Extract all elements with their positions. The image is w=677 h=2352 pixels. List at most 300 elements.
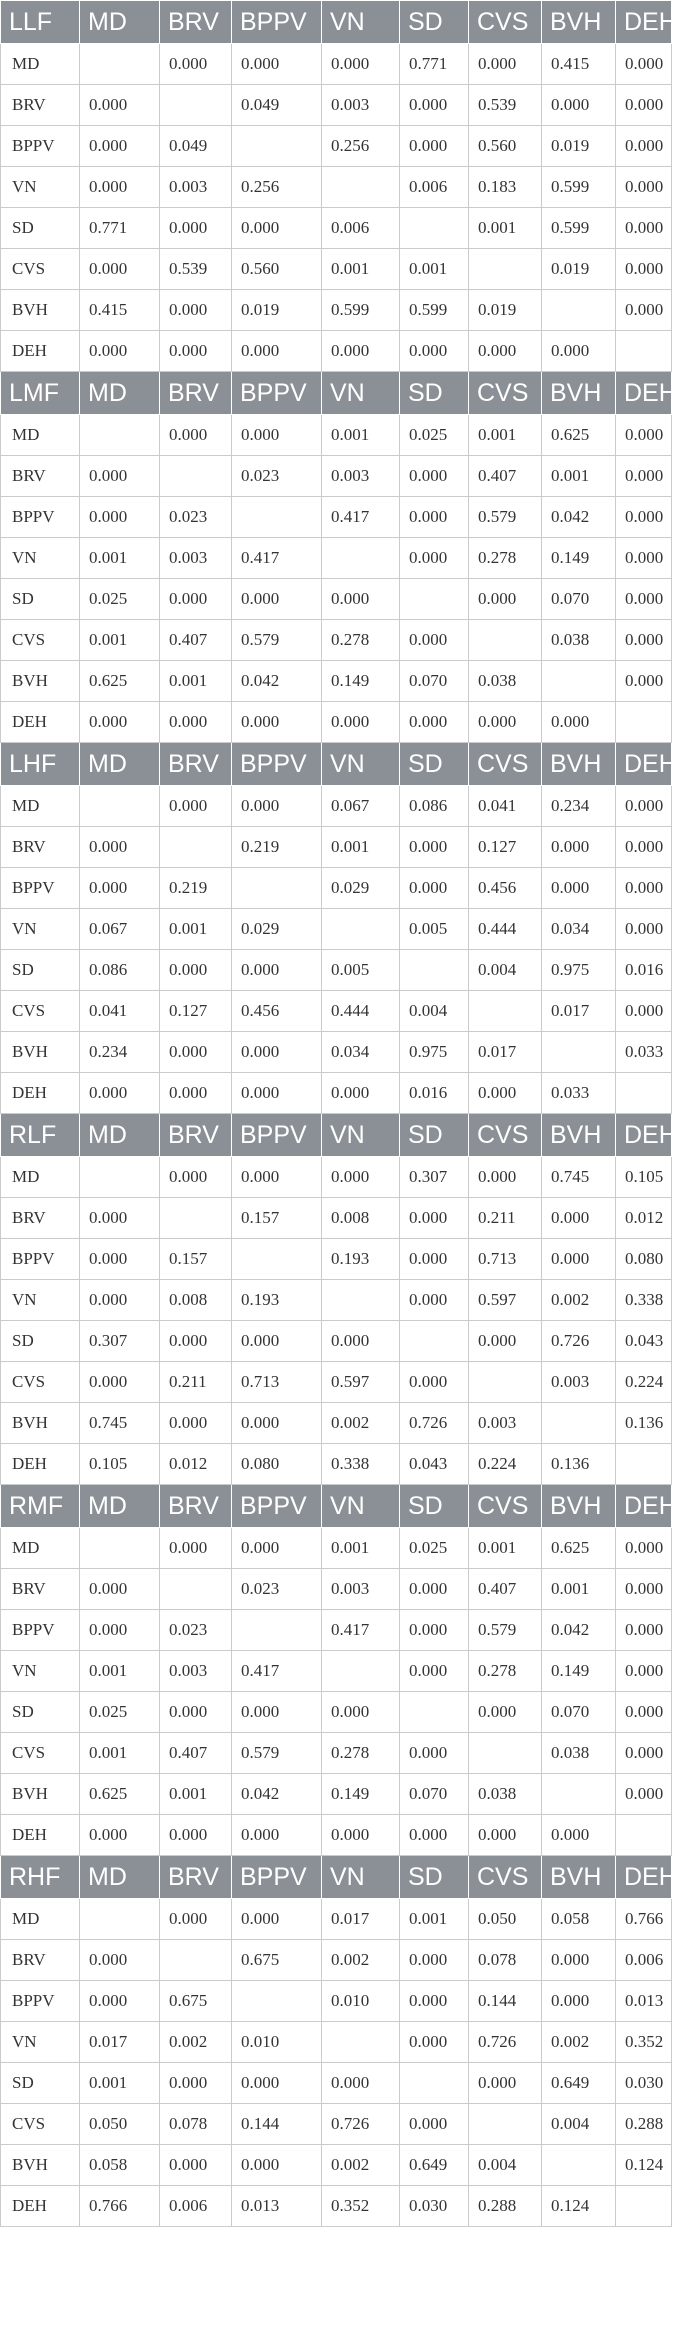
row-label: CVS xyxy=(1,991,80,1032)
row-label: DEH xyxy=(1,1815,80,1856)
table-cell: 0.003 xyxy=(469,1403,542,1444)
table-cell: 0.000 xyxy=(160,1815,232,1856)
table-cell: 0.625 xyxy=(542,415,616,456)
column-header: CVS xyxy=(469,1114,542,1157)
table-cell: 0.034 xyxy=(322,1032,400,1073)
table-row xyxy=(1,1280,672,1321)
table-cell: 0.127 xyxy=(469,827,542,868)
block-header-row xyxy=(1,743,672,786)
table-cell: 0.579 xyxy=(232,620,322,661)
table-cell: 0.000 xyxy=(232,415,322,456)
table-cell: 0.417 xyxy=(322,497,400,538)
table-row xyxy=(1,2022,672,2063)
column-header: DEH xyxy=(616,743,672,786)
table-cell: 0.745 xyxy=(542,1157,616,1198)
row-label: CVS xyxy=(1,1733,80,1774)
table-cell: 0.001 xyxy=(322,827,400,868)
table-cell: 0.105 xyxy=(616,1157,672,1198)
column-header: VN xyxy=(322,372,400,415)
table-cell: 0.000 xyxy=(232,1073,322,1114)
column-header: BRV xyxy=(160,372,232,415)
table-cell: 0.599 xyxy=(322,290,400,331)
table-cell: 0.002 xyxy=(322,2145,400,2186)
table-row xyxy=(1,1403,672,1444)
table-cell: 0.000 xyxy=(160,1528,232,1569)
table-cell: 0.004 xyxy=(542,2104,616,2145)
table-cell: 0.004 xyxy=(400,991,469,1032)
table-row xyxy=(1,2186,672,2227)
block-label: RHF xyxy=(1,1856,80,1899)
column-header: BPPV xyxy=(232,1856,322,1899)
row-label: BRV xyxy=(1,1198,80,1239)
row-label: BVH xyxy=(1,290,80,331)
row-label: MD xyxy=(1,415,80,456)
table-cell: 0.000 xyxy=(232,1403,322,1444)
block-header-row xyxy=(1,1114,672,1157)
table-cell: 0.000 xyxy=(80,827,160,868)
table-cell: 0.000 xyxy=(400,497,469,538)
table-cell: 0.000 xyxy=(400,1569,469,1610)
table-cell: 0.000 xyxy=(80,126,160,167)
table-cell: 0.975 xyxy=(542,950,616,991)
table-cell: 0.001 xyxy=(469,415,542,456)
table-cell: 0.144 xyxy=(469,1981,542,2022)
table-cell: 0.000 xyxy=(232,2063,322,2104)
table-cell: 0.070 xyxy=(400,661,469,702)
table-row xyxy=(1,249,672,290)
column-header: BVH xyxy=(542,1485,616,1528)
table-cell: 0.000 xyxy=(616,456,672,497)
table-cell xyxy=(322,167,400,208)
row-label: SD xyxy=(1,1321,80,1362)
table-cell: 0.006 xyxy=(616,1940,672,1981)
table-cell: 0.000 xyxy=(232,1899,322,1940)
table-cell: 0.012 xyxy=(160,1444,232,1485)
table-row xyxy=(1,702,672,743)
table-cell: 0.006 xyxy=(160,2186,232,2227)
table-cell: 0.000 xyxy=(616,620,672,661)
table-cell: 0.033 xyxy=(542,1073,616,1114)
row-label: DEH xyxy=(1,331,80,372)
table-cell: 0.000 xyxy=(616,126,672,167)
table-row xyxy=(1,1073,672,1114)
table-cell: 0.000 xyxy=(160,2145,232,2186)
table-cell: 0.417 xyxy=(322,1610,400,1651)
table-cell: 0.000 xyxy=(616,868,672,909)
table-cell: 0.000 xyxy=(80,1280,160,1321)
table-cell: 0.000 xyxy=(400,538,469,579)
column-header: CVS xyxy=(469,1856,542,1899)
row-label: BRV xyxy=(1,1940,80,1981)
table-cell xyxy=(400,579,469,620)
table-cell: 0.042 xyxy=(542,1610,616,1651)
table-cell: 0.050 xyxy=(469,1899,542,1940)
table-cell: 0.019 xyxy=(469,290,542,331)
table-row xyxy=(1,1444,672,1485)
row-label: VN xyxy=(1,1651,80,1692)
table-cell xyxy=(322,538,400,579)
table-cell: 0.000 xyxy=(232,786,322,827)
row-label: BPPV xyxy=(1,497,80,538)
table-cell: 0.000 xyxy=(400,620,469,661)
table-cell xyxy=(80,1899,160,1940)
table-cell: 0.000 xyxy=(616,249,672,290)
row-label: DEH xyxy=(1,702,80,743)
table-cell: 0.002 xyxy=(542,1280,616,1321)
column-header: VN xyxy=(322,1856,400,1899)
table-cell: 0.001 xyxy=(400,1899,469,1940)
column-header: DEH xyxy=(616,1856,672,1899)
table-cell: 0.000 xyxy=(322,1073,400,1114)
column-header: SD xyxy=(400,1114,469,1157)
table-cell: 0.001 xyxy=(469,1528,542,1569)
table-cell: 0.000 xyxy=(616,538,672,579)
column-header: DEH xyxy=(616,1,672,44)
column-header: SD xyxy=(400,743,469,786)
table-cell: 0.000 xyxy=(616,1569,672,1610)
column-header: MD xyxy=(80,1856,160,1899)
row-label: DEH xyxy=(1,1444,80,1485)
table-cell: 0.033 xyxy=(616,1032,672,1073)
table-cell: 0.000 xyxy=(469,1321,542,1362)
table-cell: 0.597 xyxy=(322,1362,400,1403)
table-cell: 0.000 xyxy=(232,1528,322,1569)
table-cell: 0.000 xyxy=(616,827,672,868)
table-cell: 0.745 xyxy=(80,1403,160,1444)
table-cell: 0.000 xyxy=(542,868,616,909)
table-cell: 0.041 xyxy=(469,786,542,827)
table-cell: 0.000 xyxy=(80,1610,160,1651)
table-cell: 0.000 xyxy=(400,1940,469,1981)
row-label: BPPV xyxy=(1,1239,80,1280)
table-cell: 0.001 xyxy=(80,538,160,579)
table-cell: 0.726 xyxy=(469,2022,542,2063)
table-cell: 0.000 xyxy=(616,208,672,249)
table-cell xyxy=(616,1444,672,1485)
table-cell: 0.001 xyxy=(160,909,232,950)
table-cell: 0.050 xyxy=(80,2104,160,2145)
table-cell: 0.000 xyxy=(400,1815,469,1856)
table-cell: 0.000 xyxy=(542,1940,616,1981)
table-cell: 0.019 xyxy=(542,249,616,290)
table-cell: 0.013 xyxy=(616,1981,672,2022)
table-cell: 0.030 xyxy=(400,2186,469,2227)
table-cell: 0.278 xyxy=(469,1651,542,1692)
table-cell: 0.002 xyxy=(160,2022,232,2063)
table-cell: 0.000 xyxy=(542,85,616,126)
table-cell: 0.000 xyxy=(469,2063,542,2104)
table-cell xyxy=(80,1157,160,1198)
row-label: SD xyxy=(1,2063,80,2104)
table-cell: 0.136 xyxy=(542,1444,616,1485)
table-row xyxy=(1,415,672,456)
table-cell: 0.211 xyxy=(160,1362,232,1403)
table-cell: 0.278 xyxy=(322,620,400,661)
table-cell: 0.038 xyxy=(542,620,616,661)
table-cell: 0.713 xyxy=(469,1239,542,1280)
table-cell: 0.000 xyxy=(616,1774,672,1815)
table-cell: 0.407 xyxy=(469,1569,542,1610)
table-cell: 0.000 xyxy=(322,44,400,85)
table-cell: 0.003 xyxy=(160,167,232,208)
table-cell xyxy=(80,44,160,85)
column-header: SD xyxy=(400,1,469,44)
table-cell xyxy=(616,1073,672,1114)
table-cell: 0.157 xyxy=(160,1239,232,1280)
table-cell: 0.067 xyxy=(80,909,160,950)
table-cell: 0.000 xyxy=(542,1239,616,1280)
column-header: BPPV xyxy=(232,1114,322,1157)
table-cell xyxy=(616,331,672,372)
table-cell: 0.000 xyxy=(160,950,232,991)
table-cell xyxy=(80,415,160,456)
table-cell: 0.000 xyxy=(80,702,160,743)
row-label: BVH xyxy=(1,1403,80,1444)
table-cell: 0.000 xyxy=(160,1899,232,1940)
table-cell: 0.000 xyxy=(469,1073,542,1114)
block-header-row xyxy=(1,1856,672,1899)
table-cell: 0.000 xyxy=(322,702,400,743)
table-row xyxy=(1,1528,672,1569)
table-cell: 0.407 xyxy=(160,620,232,661)
table-cell: 0.004 xyxy=(469,2145,542,2186)
table-cell: 0.023 xyxy=(232,1569,322,1610)
table-cell: 0.000 xyxy=(80,1981,160,2022)
row-label: MD xyxy=(1,1899,80,1940)
table-cell: 0.023 xyxy=(160,497,232,538)
table-cell: 0.001 xyxy=(322,1528,400,1569)
table-cell: 0.211 xyxy=(469,1198,542,1239)
table-cell: 0.338 xyxy=(616,1280,672,1321)
table-cell: 0.000 xyxy=(400,1651,469,1692)
column-header: BVH xyxy=(542,1,616,44)
row-label: VN xyxy=(1,167,80,208)
table-cell: 0.000 xyxy=(160,786,232,827)
table-cell: 0.000 xyxy=(400,331,469,372)
table-cell: 0.000 xyxy=(400,2022,469,2063)
table-cell: 0.000 xyxy=(400,85,469,126)
table-cell xyxy=(469,991,542,1032)
table-cell: 0.417 xyxy=(232,1651,322,1692)
table-cell: 0.070 xyxy=(400,1774,469,1815)
table-cell: 0.067 xyxy=(322,786,400,827)
table-row xyxy=(1,620,672,661)
block-label: LHF xyxy=(1,743,80,786)
table-cell: 0.456 xyxy=(469,868,542,909)
table-cell: 0.000 xyxy=(322,1157,400,1198)
table-cell: 0.006 xyxy=(400,167,469,208)
table-cell: 0.149 xyxy=(322,1774,400,1815)
table-cell: 0.000 xyxy=(160,208,232,249)
table-cell: 0.144 xyxy=(232,2104,322,2145)
block-label: RLF xyxy=(1,1114,80,1157)
block-label: LLF xyxy=(1,1,80,44)
table-row xyxy=(1,1899,672,1940)
table-cell xyxy=(616,1815,672,1856)
table-cell: 0.771 xyxy=(80,208,160,249)
table-cell: 0.352 xyxy=(322,2186,400,2227)
table-cell xyxy=(232,126,322,167)
table-cell: 0.023 xyxy=(232,456,322,497)
table-cell: 0.058 xyxy=(542,1899,616,1940)
table-cell: 0.224 xyxy=(469,1444,542,1485)
table-cell: 0.307 xyxy=(80,1321,160,1362)
table-row xyxy=(1,661,672,702)
table-cell: 0.000 xyxy=(322,1692,400,1733)
row-label: MD xyxy=(1,1528,80,1569)
table-cell: 0.766 xyxy=(80,2186,160,2227)
table-cell: 0.000 xyxy=(322,2063,400,2104)
block-header-row xyxy=(1,1,672,44)
table-cell: 0.415 xyxy=(80,290,160,331)
table-row xyxy=(1,1198,672,1239)
table-cell: 0.288 xyxy=(469,2186,542,2227)
table-cell: 0.000 xyxy=(616,415,672,456)
table-cell: 0.025 xyxy=(80,579,160,620)
table-cell: 0.000 xyxy=(232,331,322,372)
row-label: BPPV xyxy=(1,126,80,167)
table-cell xyxy=(542,1403,616,1444)
table-cell: 0.042 xyxy=(542,497,616,538)
table-cell: 0.000 xyxy=(616,661,672,702)
table-cell: 0.407 xyxy=(469,456,542,497)
table-cell: 0.000 xyxy=(616,991,672,1032)
table-cell: 0.001 xyxy=(80,2063,160,2104)
table-cell: 0.000 xyxy=(616,579,672,620)
column-header: BRV xyxy=(160,743,232,786)
table-cell: 0.000 xyxy=(160,331,232,372)
table-cell xyxy=(400,208,469,249)
row-label: VN xyxy=(1,538,80,579)
table-cell xyxy=(322,1651,400,1692)
table-cell: 0.078 xyxy=(469,1940,542,1981)
table-cell: 0.000 xyxy=(542,827,616,868)
table-cell xyxy=(469,1733,542,1774)
table-cell: 0.086 xyxy=(400,786,469,827)
table-row xyxy=(1,456,672,497)
table-body xyxy=(1,1,677,2227)
row-label: VN xyxy=(1,1280,80,1321)
table-row xyxy=(1,85,672,126)
row-label: CVS xyxy=(1,249,80,290)
table-cell: 0.234 xyxy=(542,786,616,827)
table-cell: 0.001 xyxy=(160,661,232,702)
table-cell: 0.000 xyxy=(160,1403,232,1444)
table-cell: 0.086 xyxy=(80,950,160,991)
column-header: MD xyxy=(80,1114,160,1157)
column-header: BRV xyxy=(160,1,232,44)
table-cell: 0.017 xyxy=(542,991,616,1032)
table-cell: 0.000 xyxy=(160,1032,232,1073)
table-cell: 0.000 xyxy=(616,44,672,85)
column-header: BPPV xyxy=(232,372,322,415)
table-cell xyxy=(469,249,542,290)
table-cell: 0.157 xyxy=(232,1198,322,1239)
table-cell xyxy=(616,702,672,743)
table-row xyxy=(1,1733,672,1774)
table-row xyxy=(1,1321,672,1362)
table-cell: 0.000 xyxy=(80,1239,160,1280)
table-cell: 0.000 xyxy=(469,579,542,620)
table-cell: 0.002 xyxy=(322,1403,400,1444)
table-cell: 0.183 xyxy=(469,167,542,208)
table-cell xyxy=(232,497,322,538)
row-label: CVS xyxy=(1,1362,80,1403)
table-cell: 0.000 xyxy=(542,1981,616,2022)
table-cell: 0.000 xyxy=(232,950,322,991)
table-row xyxy=(1,167,672,208)
row-label: DEH xyxy=(1,1073,80,1114)
column-header: DEH xyxy=(616,1485,672,1528)
table-cell: 0.000 xyxy=(80,1940,160,1981)
table-row xyxy=(1,1610,672,1651)
table-cell: 0.000 xyxy=(616,290,672,331)
table-cell: 0.105 xyxy=(80,1444,160,1485)
table-cell: 0.307 xyxy=(400,1157,469,1198)
table-cell: 0.001 xyxy=(80,1733,160,1774)
table-cell: 0.000 xyxy=(160,44,232,85)
table-cell xyxy=(542,1032,616,1073)
table-cell: 0.599 xyxy=(542,167,616,208)
table-cell: 0.070 xyxy=(542,579,616,620)
table-cell: 0.579 xyxy=(469,1610,542,1651)
table-row xyxy=(1,827,672,868)
table-cell: 0.003 xyxy=(160,538,232,579)
table-cell: 0.000 xyxy=(160,2063,232,2104)
row-label: DEH xyxy=(1,2186,80,2227)
table-cell xyxy=(542,1774,616,1815)
table-cell: 0.288 xyxy=(616,2104,672,2145)
table-cell: 0.000 xyxy=(232,1692,322,1733)
table-cell: 0.000 xyxy=(616,1651,672,1692)
table-cell xyxy=(322,2022,400,2063)
table-cell xyxy=(400,950,469,991)
table-cell: 0.000 xyxy=(542,331,616,372)
table-cell: 0.000 xyxy=(160,415,232,456)
table-cell: 0.649 xyxy=(542,2063,616,2104)
table-cell: 0.000 xyxy=(232,208,322,249)
table-cell: 0.000 xyxy=(400,868,469,909)
table-cell: 0.456 xyxy=(232,991,322,1032)
table-cell: 0.025 xyxy=(400,1528,469,1569)
table-cell: 0.124 xyxy=(616,2145,672,2186)
table-cell: 0.000 xyxy=(400,1733,469,1774)
row-label: VN xyxy=(1,2022,80,2063)
row-label: SD xyxy=(1,1692,80,1733)
table-cell xyxy=(160,1940,232,1981)
row-label: CVS xyxy=(1,2104,80,2145)
table-cell: 0.000 xyxy=(616,1733,672,1774)
table-cell: 0.000 xyxy=(400,1239,469,1280)
table-cell: 0.338 xyxy=(322,1444,400,1485)
table-cell: 0.003 xyxy=(322,1569,400,1610)
table-row xyxy=(1,331,672,372)
table-cell xyxy=(160,827,232,868)
column-header: BRV xyxy=(160,1485,232,1528)
table-cell: 0.080 xyxy=(232,1444,322,1485)
table-cell: 0.000 xyxy=(400,456,469,497)
table-cell: 0.444 xyxy=(469,909,542,950)
table-row xyxy=(1,126,672,167)
table-cell: 0.070 xyxy=(542,1692,616,1733)
table-cell: 0.000 xyxy=(80,1198,160,1239)
table-row xyxy=(1,1032,672,1073)
column-header: MD xyxy=(80,1,160,44)
row-label: MD xyxy=(1,44,80,85)
table-cell xyxy=(542,2145,616,2186)
column-header: VN xyxy=(322,1114,400,1157)
table-cell: 0.016 xyxy=(616,950,672,991)
